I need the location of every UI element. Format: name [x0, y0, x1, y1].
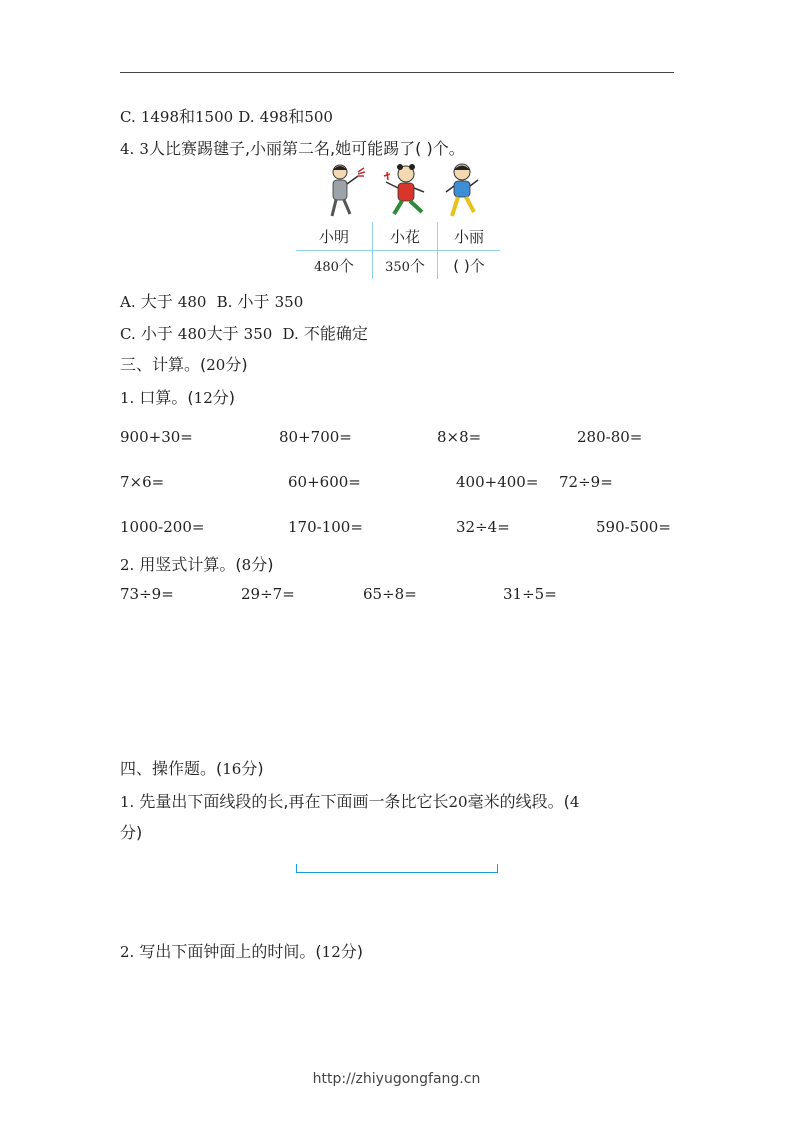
table-cell — [373, 251, 438, 280]
part-text: 分) — [120, 823, 143, 842]
kid-xiaohua-figure — [384, 164, 424, 214]
option-value: 350 — [243, 325, 273, 343]
table-row — [296, 251, 500, 280]
problem: 400+400= — [456, 473, 539, 491]
part-title-text: 口算。( — [139, 388, 194, 407]
part-score: 12 — [321, 943, 341, 961]
cell-unit: 个 — [338, 256, 354, 275]
section4-part2-title — [120, 939, 363, 962]
section-title-text: 四、操作题。( — [120, 759, 223, 778]
cell-unit: 个 — [409, 256, 425, 275]
section3-part2-title — [120, 552, 273, 575]
problem: 29÷7= — [241, 585, 295, 603]
part-text: 分) — [340, 942, 363, 961]
section-title-text: 分) — [225, 355, 248, 374]
problem: 7×6= — [120, 473, 165, 491]
top-rule — [120, 72, 674, 73]
option-text: 小于 — [140, 324, 173, 343]
q4-options-ab — [120, 289, 303, 312]
q4-options-cd — [120, 321, 368, 344]
option-letter: C. — [120, 325, 136, 343]
option-text: 小于 — [237, 292, 270, 311]
part-number-value: 20 — [448, 793, 468, 811]
section4-part1-line1 — [120, 789, 579, 812]
option-value: 500 — [304, 108, 333, 126]
problem: 170-100= — [288, 518, 363, 536]
part-text: 毫米的线段。( — [467, 792, 570, 811]
option-text: 大于 — [206, 324, 239, 343]
table-header-cell: 小丽 — [438, 222, 501, 251]
option-value: 498 — [259, 108, 289, 126]
part-text: 写出下面钟面上的时间。( — [139, 942, 322, 961]
table-cell — [296, 251, 373, 280]
option-text: 不能确定 — [303, 324, 368, 343]
problem: 80+700= — [279, 428, 352, 446]
part-title-text: 分) — [212, 388, 235, 407]
problem: 31÷5= — [503, 585, 557, 603]
cell-number: 480 — [314, 259, 339, 275]
table-header-cell: 小花 — [373, 222, 438, 251]
table-header-cell: 小明 — [296, 222, 373, 251]
part-number: 1. — [120, 389, 135, 407]
problem: 8×8= — [437, 428, 482, 446]
problem: 1000-200= — [120, 518, 205, 536]
question-count: 3 — [139, 140, 149, 158]
q4-question — [120, 136, 465, 159]
section-score: 16 — [222, 760, 242, 778]
option-letter: A. — [120, 293, 136, 311]
option-value: 1498 — [140, 108, 179, 126]
part-score: 8 — [241, 556, 252, 574]
score-table — [296, 222, 500, 279]
option-letter: B. — [216, 293, 233, 311]
part-number: 1. — [120, 793, 135, 811]
section3-title — [120, 352, 248, 375]
line-segment — [296, 864, 498, 873]
question-text: 人比赛踢毽子,小丽第二名,她可能踢了( )个。 — [148, 139, 465, 158]
footer-url: http://zhiyugongfang.cn — [312, 1071, 481, 1087]
problem: 65÷8= — [363, 585, 417, 603]
problem: 280-80= — [577, 428, 643, 446]
part-text: 先量出下面线段的长,再在下面画一条比它长 — [139, 792, 449, 811]
problem: 73÷9= — [120, 585, 174, 603]
part-number: 2. — [120, 943, 135, 961]
section4-title — [120, 756, 264, 779]
option-text: 大于 — [140, 292, 173, 311]
section-title-text: 三、计算。( — [120, 355, 207, 374]
kid-xiaoli-figure — [446, 164, 478, 216]
section-score: 20 — [206, 356, 226, 374]
question-number: 4. — [120, 140, 135, 158]
cell-number: 350 — [385, 259, 410, 275]
q3-options-cd — [120, 104, 333, 127]
table-cell-blank[interactable] — [438, 251, 501, 280]
kids-illustration — [318, 162, 488, 222]
part-score: 12 — [193, 389, 213, 407]
part-title-text: 分) — [251, 555, 274, 574]
table-row — [296, 222, 500, 251]
option-text: 和 — [179, 107, 196, 126]
option-letter: C. — [120, 108, 136, 126]
problem: 590-500= — [596, 518, 671, 536]
option-value: 480 — [177, 293, 207, 311]
problem: 900+30= — [120, 428, 193, 446]
section3-part1-title — [120, 385, 235, 408]
problem: 60+600= — [288, 473, 361, 491]
option-value: 350 — [274, 293, 304, 311]
option-letter: D. — [238, 108, 255, 126]
cell-unit: ( )个 — [453, 256, 485, 275]
problem: 32÷4= — [456, 518, 510, 536]
section4-part1-line2 — [120, 820, 142, 843]
option-value: 480 — [177, 325, 207, 343]
option-value: 1500 — [195, 108, 234, 126]
option-text: 和 — [288, 107, 305, 126]
section-title-text: 分) — [241, 759, 264, 778]
part-score: 4 — [569, 793, 580, 811]
kid-xiaoming-figure — [332, 165, 365, 216]
problem: 72÷9= — [559, 473, 613, 491]
part-number: 2. — [120, 556, 135, 574]
part-title-text: 用竖式计算。( — [139, 555, 242, 574]
option-letter: D. — [282, 325, 299, 343]
